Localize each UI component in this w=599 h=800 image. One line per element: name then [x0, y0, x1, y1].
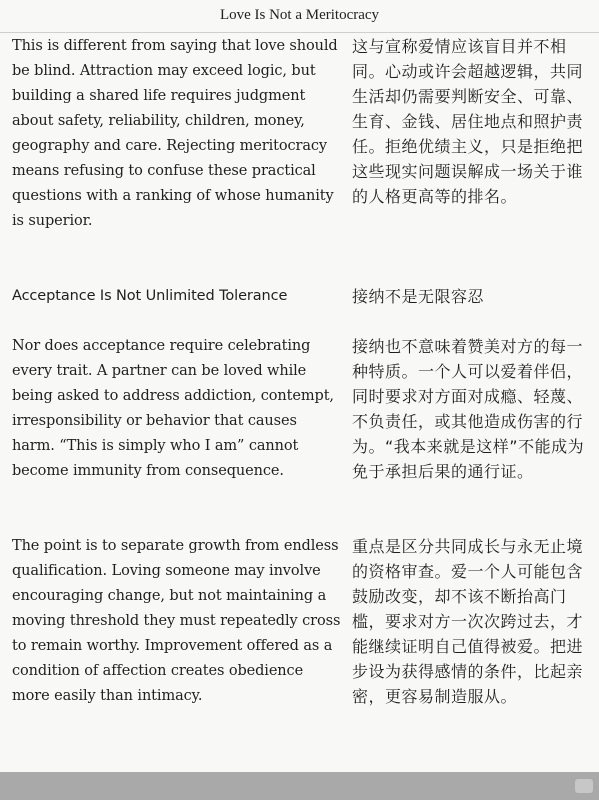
section-heading-en: Acceptance Is Not Unlimited Tolerance: [12, 288, 288, 304]
paragraph-zh-1: 这与宣称爱情应该盲目并不相同。心动或许会超越逻辑，共同生活却仍需要判断安全、可靠、生育、金钱、居住地点和照护责任。拒绝优绩主义，只是拒绝把这些现实问题误解成一场关于谁的人格更高等的排名。: [352, 37, 584, 206]
watermark-icon: [575, 779, 593, 793]
paragraph-en-1: This is different from saying that love should be blind. Attraction may exceed logic, but building a shared life requires judgment about safety, reliability, children, money, geography and care. Rejecting meritocracy means refusing to confuse these practical questions with a ranking of whose humanity is superior.: [12, 38, 338, 229]
section-heading-zh: 接纳不是无限容忍: [352, 287, 485, 306]
paragraph-zh-3: 重点是区分共同成长与永无止境的资格审查。爱一个人可能包含鼓励改变，却不该不断抬高门槛，要求对方一次次跨过去，才能继续证明自己值得被爱。把进步设为获得感情的条件，比起亲密，更容易制造服从。: [352, 537, 584, 706]
bottom-bar: [0, 772, 599, 800]
paragraph-en-3: The point is to separate growth from endless qualification. Loving someone may involve encouraging change, but not maintaining a moving threshold they must repeatedly cross to remain worthy. Improvement offered as a condition of affection creates obedience more easily than intimacy.: [12, 538, 341, 704]
paragraph-zh-2: 接纳也不意味着赞美对方的每一种特质。一个人可以爱着伴侣，同时要求对方面对成瘾、轻蔑、不负责任，或其他造成伤害的行为。“我本来就是这样”不能成为免于承担后果的通行证。: [352, 337, 585, 481]
page-title: Love Is Not a Meritocracy: [219, 7, 380, 23]
paragraph-en-2: Nor does acceptance require celebrating every trait. A partner can be loved while being asked to address addiction, contempt, irresponsibility or behavior that causes harm. “This is simply who I am” cannot become immunity from consequence.: [12, 338, 334, 479]
page-header: [0, 0, 599, 33]
